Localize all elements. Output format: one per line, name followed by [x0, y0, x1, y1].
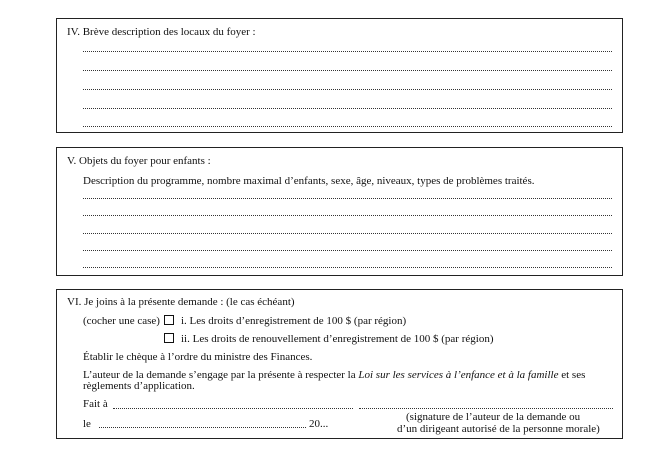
description-line-3[interactable] [83, 89, 612, 90]
signature-field[interactable] [359, 408, 613, 409]
section-iv-box [56, 18, 623, 133]
section-vi-heading: VI. Je joins à la présente demande : (le cas échéant) [67, 296, 295, 308]
registration-fee-checkbox[interactable] [164, 315, 174, 325]
description-line-5[interactable] [83, 126, 612, 127]
year-suffix: 20... [309, 418, 329, 430]
objectives-line-1[interactable] [83, 198, 612, 199]
commitment-text: L’auteur de la demande s’engage par la présente à respecter la [83, 369, 359, 381]
le-label: le [83, 418, 91, 430]
description-line-4[interactable] [83, 108, 612, 109]
cheque-instruction: Établir le chèque à l’ordre du ministre des Finances. [83, 351, 313, 363]
registration-fee-label: i. Les droits d’enregistrement de 100 $ (par région) [181, 315, 407, 327]
section-vi-box [56, 289, 623, 439]
section-v-box [56, 147, 623, 276]
description-line-1[interactable] [83, 51, 612, 52]
signature-caption-2: d’un dirigeant autorisé de la personne morale) [397, 423, 600, 435]
section-iv-heading: IV. Brève description des locaux du foyer : [67, 26, 256, 38]
section-v-description: Description du programme, nombre maximal d’enfants, sexe, âge, niveaux, types de problèmes traités. [83, 175, 535, 187]
commitment-end: et ses [558, 369, 586, 381]
date-field[interactable] [99, 427, 306, 428]
fait-a-label: Fait à [83, 398, 108, 410]
fait-a-field[interactable] [113, 408, 353, 409]
objectives-line-3[interactable] [83, 233, 612, 234]
check-prompt: (cocher une case) [83, 315, 160, 327]
commitment-line-2: règlements d’application. [83, 380, 195, 392]
description-line-2[interactable] [83, 70, 612, 71]
section-v-heading: V. Objets du foyer pour enfants : [67, 155, 211, 167]
renewal-fee-label: ii. Les droits de renouvellement d’enregistrement de 100 $ (par région) [181, 333, 494, 345]
objectives-line-2[interactable] [83, 215, 612, 216]
objectives-line-5[interactable] [83, 267, 612, 268]
renewal-fee-checkbox[interactable] [164, 333, 174, 343]
objectives-line-4[interactable] [83, 250, 612, 251]
law-title: Loi sur les services à l’enfance et à la famille [358, 369, 559, 381]
signature-caption-1: (signature de l’auteur de la demande ou [406, 411, 581, 423]
